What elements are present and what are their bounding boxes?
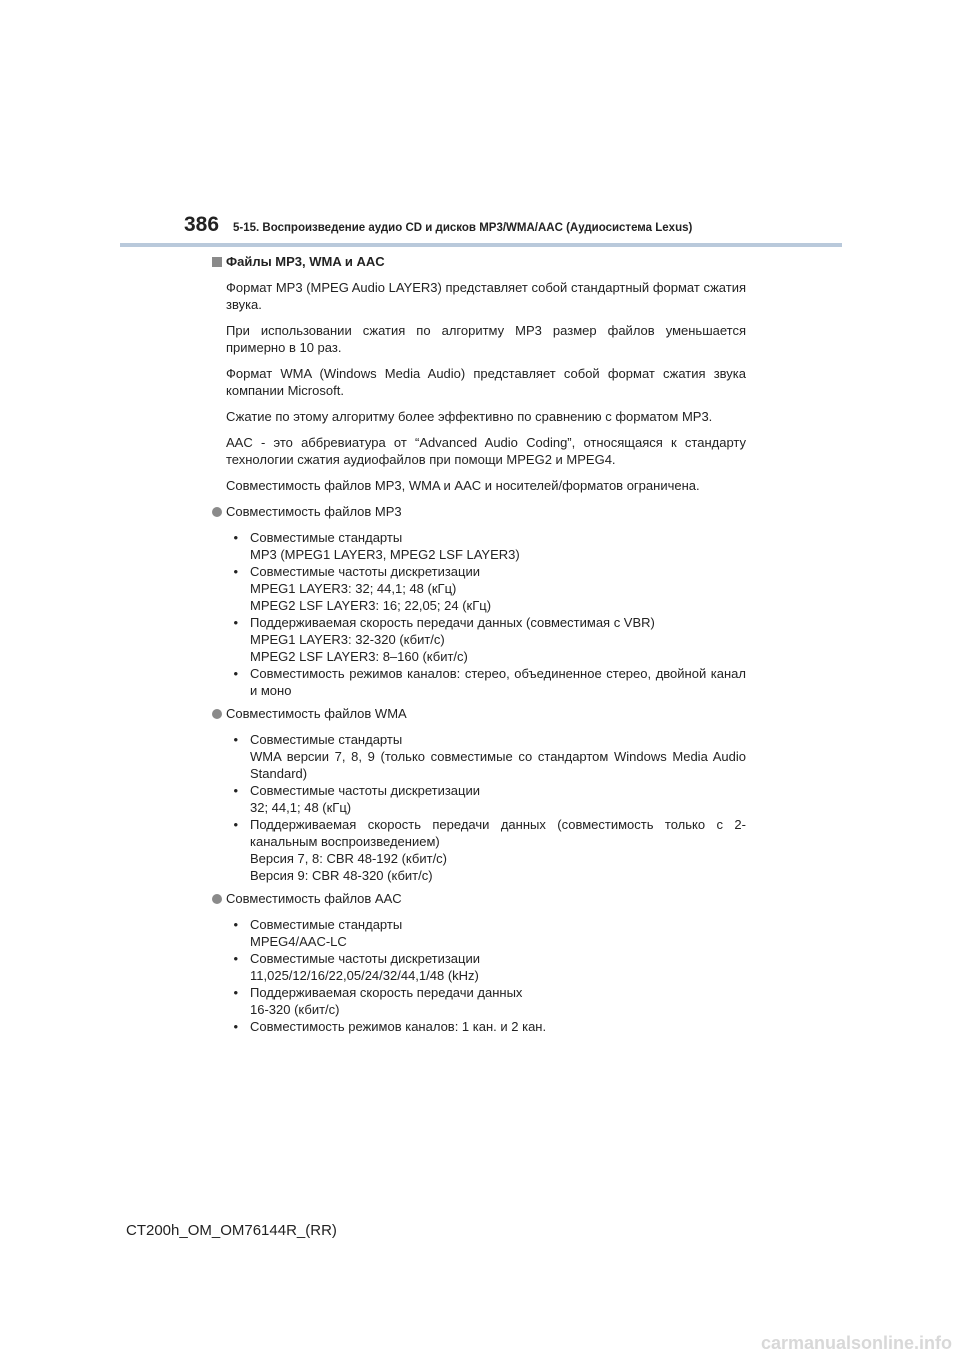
spec-list bbox=[212, 916, 746, 1035]
list-item-value: 32; 44,1; 48 (кГц) bbox=[250, 800, 352, 815]
topic-heading-text: Файлы MP3, WMA и AAC bbox=[226, 254, 385, 269]
bullet-dot: • bbox=[233, 666, 238, 681]
list-item bbox=[212, 1018, 746, 1035]
subsection-heading bbox=[212, 890, 746, 907]
list-item-body bbox=[250, 950, 746, 984]
watermark-logo: carmanualsonline.info bbox=[760, 1333, 952, 1353]
bullet-dot: • bbox=[233, 1019, 238, 1034]
bullet-dot: • bbox=[233, 951, 238, 966]
paragraph: AAC - это аббревиатура от “Advanced Audio Coding”, относящаяся к стандарту технологии сжатия аудиофайлов при помощи MPEG2 и MPEG4. bbox=[226, 435, 746, 467]
list-item-body bbox=[250, 916, 746, 950]
list-item-label: Совместимость режимов каналов: 1 кан. и 2 кан. bbox=[250, 1019, 547, 1034]
list-item-value: MP3 (MPEG1 LAYER3, MPEG2 LSF LAYER3) bbox=[250, 547, 520, 562]
list-item bbox=[212, 731, 746, 782]
list-item-label: Совместимые стандарты bbox=[250, 732, 403, 747]
list-item-label: Поддерживаемая скорость передачи данных bbox=[250, 985, 523, 1000]
list-item bbox=[212, 984, 746, 1018]
list-item-body bbox=[250, 816, 746, 884]
list-item-value: MPEG4/AAC-LC bbox=[250, 934, 347, 949]
spec-list bbox=[212, 731, 746, 884]
header-rule bbox=[120, 243, 842, 247]
spec-list bbox=[212, 529, 746, 699]
section-title: 5-15. Воспроизведение аудио CD и дисков MP3/WMA/AAC (Аудиосистема Lexus) bbox=[233, 222, 693, 234]
list-item-body bbox=[250, 665, 746, 699]
subsection-heading bbox=[212, 705, 746, 722]
bullet-dot: • bbox=[233, 817, 238, 832]
footer-doc-code: CT200h_OM_OM76144R_(RR) bbox=[126, 1222, 337, 1239]
circle-bullet-icon bbox=[212, 507, 222, 517]
subsection-heading bbox=[212, 503, 746, 520]
bullet-dot: • bbox=[233, 530, 238, 545]
list-item bbox=[212, 529, 746, 563]
topic-heading bbox=[212, 253, 746, 270]
list-item-value: MPEG1 LAYER3: 32; 44,1; 48 (кГц) bbox=[250, 581, 457, 596]
list-item-value: Версия 9: CBR 48-320 (кбит/с) bbox=[250, 868, 433, 883]
list-item-value: WMA версии 7, 8, 9 (только совместимые со стандартом Windows Media Audio Standard) bbox=[250, 749, 746, 781]
page-number: 386 bbox=[184, 213, 220, 236]
paragraph: При использовании сжатия по алгоритму MP3 размер файлов уменьшается примерно в 10 раз. bbox=[226, 323, 746, 355]
sections-container bbox=[212, 503, 746, 1035]
square-bullet-icon bbox=[212, 257, 222, 267]
list-item-value: 11,025/12/16/22,05/24/32/44,1/48 (kHz) bbox=[250, 968, 479, 983]
list-item-body bbox=[250, 731, 746, 782]
bullet-dot: • bbox=[233, 985, 238, 1000]
list-item-body bbox=[250, 563, 746, 614]
circle-bullet-icon bbox=[212, 709, 222, 719]
list-item-label: Совместимые частоты дискретизации bbox=[250, 564, 480, 579]
bullet-dot: • bbox=[233, 783, 238, 798]
list-item-label: Совместимые частоты дискретизации bbox=[250, 951, 480, 966]
list-item bbox=[212, 563, 746, 614]
subsection-title: Совместимость файлов MP3 bbox=[226, 504, 402, 519]
list-item bbox=[212, 950, 746, 984]
list-item-value: 16-320 (кбит/с) bbox=[250, 1002, 340, 1017]
paragraph: Совместимость файлов MP3, WMA и AAC и носителей/форматов ограничена. bbox=[226, 478, 700, 493]
list-item-value: MPEG2 LSF LAYER3: 16; 22,05; 24 (кГц) bbox=[250, 598, 492, 613]
list-item bbox=[212, 816, 746, 884]
paragraph: Формат WMA (Windows Media Audio) представляет собой формат сжатия звука компании Microsoft. bbox=[226, 366, 746, 398]
list-item-body bbox=[250, 529, 746, 563]
list-item-body bbox=[250, 614, 746, 665]
bullet-dot: • bbox=[233, 917, 238, 932]
list-item bbox=[212, 782, 746, 816]
list-item-label: Совместимые стандарты bbox=[250, 530, 403, 545]
list-item bbox=[212, 916, 746, 950]
list-item-value: MPEG1 LAYER3: 32-320 (кбит/с) bbox=[250, 632, 445, 647]
list-item-label: Совместимость режимов каналов: стерео, объединенное стерео, двойной канал и моно bbox=[250, 666, 746, 698]
list-item bbox=[212, 665, 746, 699]
paragraph: Сжатие по этому алгоритму более эффективно по сравнению с форматом MP3. bbox=[226, 409, 713, 424]
list-item-label: Совместимые стандарты bbox=[250, 917, 403, 932]
circle-bullet-icon bbox=[212, 894, 222, 904]
list-item-value: MPEG2 LSF LAYER3: 8–160 (кбит/с) bbox=[250, 649, 468, 664]
paragraph: Формат MP3 (MPEG Audio LAYER3) представляет собой стандартный формат сжатия звука. bbox=[226, 280, 746, 312]
list-item-label: Поддерживаемая скорость передачи данных (совместимая с VBR) bbox=[250, 615, 655, 630]
bullet-dot: • bbox=[233, 564, 238, 579]
bullet-dot: • bbox=[233, 732, 238, 747]
list-item-body bbox=[250, 782, 746, 816]
subsection-title: Совместимость файлов WMA bbox=[226, 706, 407, 721]
list-item-body bbox=[250, 1018, 746, 1035]
subsection-title: Совместимость файлов AAC bbox=[226, 891, 402, 906]
list-item-value: Версия 7, 8: CBR 48-192 (кбит/с) bbox=[250, 851, 448, 866]
list-item bbox=[212, 614, 746, 665]
main-content bbox=[212, 253, 746, 1041]
bullet-dot: • bbox=[233, 615, 238, 630]
list-item-label: Совместимые частоты дискретизации bbox=[250, 783, 480, 798]
list-item-label: Поддерживаемая скорость передачи данных (совместимость только с 2-канальным воспроизведением) bbox=[250, 817, 746, 849]
list-item-body bbox=[250, 984, 746, 1018]
